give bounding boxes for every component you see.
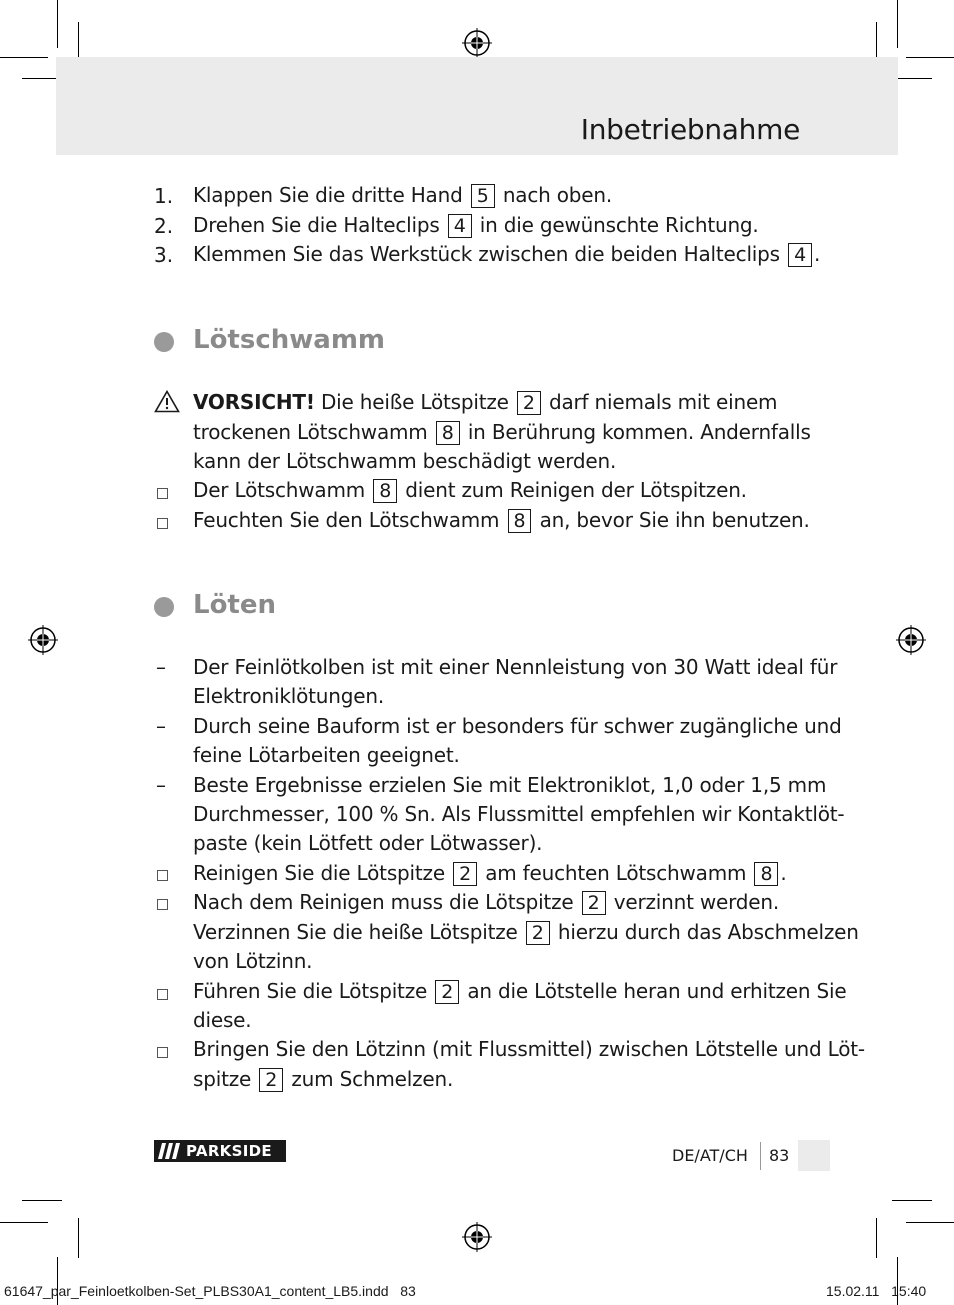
- part-reference: 4: [788, 243, 812, 267]
- parkside-logo: [154, 1140, 286, 1162]
- checkbox-bullet-icon: [157, 899, 168, 910]
- step-text: [193, 181, 612, 211]
- step-text-post: .: [813, 242, 821, 266]
- dash-bullet-icon: –: [156, 655, 166, 679]
- registration-mark-icon: [28, 625, 58, 655]
- step-text-pre: Drehen Sie die Halteclips: [193, 213, 440, 237]
- caution-text: trockenen Lötschwamm: [193, 420, 428, 444]
- crop-mark: [876, 1218, 877, 1258]
- list-item-text: spitze: [193, 1067, 252, 1091]
- footer-divider: [760, 1142, 761, 1170]
- crop-mark: [22, 1200, 62, 1201]
- part-reference: 2: [259, 1068, 283, 1092]
- checkbox-bullet-icon: [157, 518, 168, 529]
- list-item: [193, 888, 779, 918]
- list-item: feine Lötarbeiten geeignet.: [193, 743, 460, 767]
- part-reference: 2: [582, 891, 606, 915]
- crop-mark: [906, 1222, 954, 1223]
- part-reference: 2: [526, 921, 550, 945]
- list-item-text: Der Lötschwamm: [193, 478, 366, 502]
- list-item: [193, 859, 787, 889]
- dash-bullet-icon: –: [156, 773, 166, 797]
- checkbox-bullet-icon: [157, 488, 168, 499]
- list-item-text: Verzinnen Sie die heiße Lötspitze: [193, 920, 518, 944]
- slug-file: 61647_par_Feinloetkolben-Set_PLBS30A1_content_LB5.indd: [4, 1283, 389, 1299]
- part-reference: 8: [373, 479, 397, 503]
- slug-timestamp: [826, 1283, 926, 1299]
- step-number: 1.: [154, 184, 174, 208]
- caution-line: [193, 388, 777, 418]
- page-tab-marker: [798, 1140, 830, 1171]
- step-text: [193, 240, 820, 270]
- region-label: DE/AT/CH: [672, 1146, 748, 1165]
- checkbox-bullet-icon: [157, 989, 168, 1000]
- part-reference: 8: [508, 509, 532, 533]
- list-item: Durchmesser, 100 % Sn. Als Flussmittel empfehlen wir Kontaktlöt-: [193, 802, 845, 826]
- logo-brand-text: PARKSIDE: [186, 1142, 272, 1160]
- registration-mark-icon: [462, 1222, 492, 1252]
- list-item: [193, 1065, 453, 1095]
- part-reference: 2: [517, 391, 541, 415]
- crop-mark: [0, 1222, 48, 1223]
- step-text: [193, 211, 759, 241]
- slug-filename: [4, 1283, 416, 1299]
- list-item-text: Reinigen Sie die Lötspitze: [193, 861, 445, 885]
- list-item-text: hierzu durch das Abschmelzen: [557, 920, 859, 944]
- logo-stripes-icon: [158, 1143, 182, 1159]
- list-item: [193, 918, 859, 948]
- list-item: paste (kein Lötfett oder Lötwasser).: [193, 831, 543, 855]
- list-item-text: Führen Sie die Lötspitze: [193, 979, 428, 1003]
- crop-mark: [876, 22, 877, 62]
- crop-mark: [78, 22, 79, 62]
- part-reference: 5: [471, 184, 495, 208]
- list-item-text: an, bevor Sie ihn benutzen.: [539, 508, 810, 532]
- list-item-text: zum Schmelzen.: [291, 1067, 454, 1091]
- step-text-pre: Klappen Sie die dritte Hand: [193, 183, 463, 207]
- caution-text: in Berührung kommen. Andernfalls: [467, 420, 811, 444]
- list-item: Beste Ergebnisse erzielen Sie mit Elektroniklot, 1,0 oder 1,5 mm: [193, 773, 827, 797]
- list-item: Der Feinlötkolben ist mit einer Nennleistung von 30 Watt ideal für: [193, 655, 838, 679]
- crop-mark: [78, 1218, 79, 1258]
- checkbox-bullet-icon: [157, 870, 168, 881]
- list-item-text: .: [780, 861, 787, 885]
- part-reference: 8: [754, 862, 778, 886]
- section-heading-loeten: Löten: [193, 590, 277, 620]
- list-item-text: am feuchten Lötschwamm: [485, 861, 747, 885]
- crop-mark: [892, 78, 932, 79]
- list-item: Bringen Sie den Lötzinn (mit Flussmittel) zwischen Lötstelle und Löt-: [193, 1037, 865, 1061]
- list-item-text: Feuchten Sie den Lötschwamm: [193, 508, 500, 532]
- list-item: Elektroniklötungen.: [193, 684, 384, 708]
- list-item: [193, 506, 810, 536]
- caution-text: darf niemals mit einem: [548, 390, 778, 414]
- registration-mark-icon: [462, 28, 492, 58]
- caution-line: kann der Lötschwamm beschädigt werden.: [193, 449, 617, 473]
- dash-bullet-icon: –: [156, 714, 166, 738]
- crop-mark: [892, 1200, 932, 1201]
- step-number: 3.: [154, 243, 174, 267]
- page-number: 83: [769, 1146, 790, 1165]
- step-text-pre: Klemmen Sie das Werkstück zwischen die beiden Halteclips: [193, 242, 780, 266]
- list-item: Durch seine Bauform ist er besonders für schwer zugängliche und: [193, 714, 842, 738]
- section-bullet-icon: [154, 332, 174, 352]
- list-item: diese.: [193, 1008, 252, 1032]
- slug-date: 15.02.11: [826, 1283, 880, 1299]
- caution-line: [193, 418, 811, 448]
- section-bullet-icon: [154, 597, 174, 617]
- slug-page: 83: [400, 1283, 416, 1299]
- list-item-text: an die Lötstelle heran und erhitzen Sie: [467, 979, 847, 1003]
- list-item-text: verzinnt werden.: [613, 890, 780, 914]
- list-item: [193, 476, 747, 506]
- step-text-post: nach oben.: [502, 183, 613, 207]
- list-item: von Lötzinn.: [193, 949, 313, 973]
- part-reference: 2: [453, 862, 477, 886]
- part-reference: 2: [435, 980, 459, 1004]
- step-text-post: in die gewünschte Richtung.: [479, 213, 759, 237]
- crop-mark: [906, 57, 954, 58]
- slug-time: 15:40: [891, 1283, 927, 1299]
- registration-mark-icon: [896, 625, 926, 655]
- section-heading-loetschwamm: Lötschwamm: [193, 325, 386, 355]
- checkbox-bullet-icon: [157, 1047, 168, 1058]
- step-number: 2.: [154, 214, 174, 238]
- list-item-text: dient zum Reinigen der Lötspitzen.: [405, 478, 747, 502]
- caution-label: VORSICHT!: [193, 390, 315, 414]
- crop-mark: [0, 57, 48, 58]
- list-item-text: Nach dem Reinigen muss die Lötspitze: [193, 890, 574, 914]
- part-reference: 4: [448, 214, 472, 238]
- warning-triangle-icon: [154, 390, 180, 413]
- crop-mark: [897, 0, 898, 48]
- list-item: [193, 977, 847, 1007]
- crop-mark: [57, 0, 58, 48]
- page-title: Inbetriebnahme: [580, 113, 800, 146]
- caution-text: Die heiße Lötspitze: [320, 390, 509, 414]
- part-reference: 8: [436, 421, 460, 445]
